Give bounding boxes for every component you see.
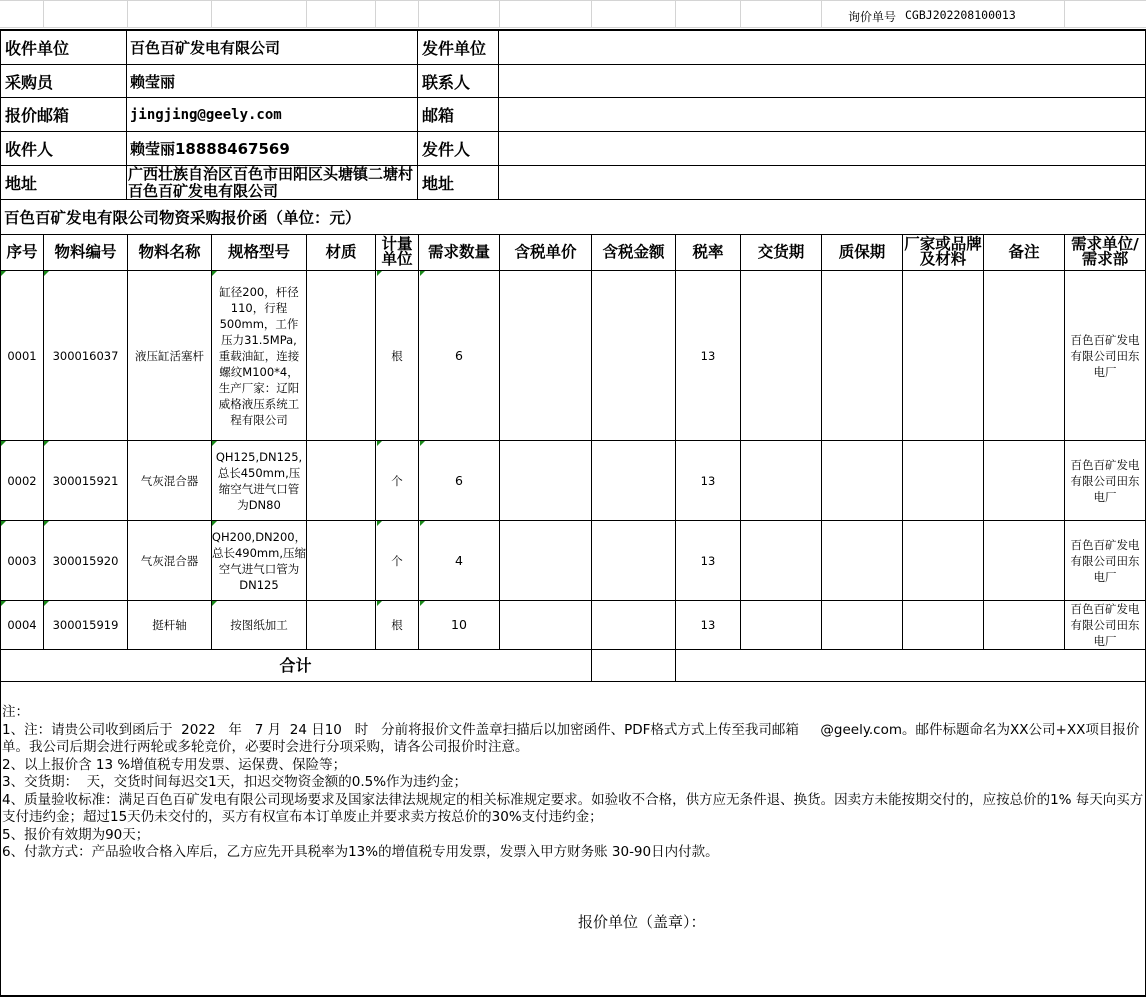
col-header: 物料编号 [54,242,117,261]
cell-marker [44,441,49,446]
cell-dept: 百色百矿发电有限公司田东电厂 [1070,602,1140,648]
border [0,199,1146,200]
contact-label: 联系人 [422,72,471,92]
address-value: 广西壮族自治区百色市田阳区头塘镇二塘村百色百矿发电有限公司 [128,166,414,199]
note-1: 1、注：请贵公司收到函后于 2022 年 7 月 24 日10 时 分前将报价文件盖章扫描后以加密函件、PDF格式方式上传至我司邮箱 @geely.com。邮件标题命名为XX公司+XX项目报价单。我公司后期会进行两轮或多轮竞价，必要时会进行分项采购，请各公司报价时注意。 [2,721,1140,755]
grid-line [0,27,1146,28]
cell-brand [903,601,983,649]
page-title: 百色百矿发电有限公司物资采购报价函（单位：元） [4,209,361,227]
cell-remark [984,441,1064,520]
cell-marker [377,441,382,446]
col-header: 税率 [692,242,724,261]
note-2: 2、以上报价含 13 %增值税专用发票、运保费、保险等； [2,756,347,773]
cell-price [500,271,591,440]
cell-marker [420,601,425,606]
cell-code: 300015921 [52,473,119,488]
quote-email-value: jingjing@geely.com [130,106,282,123]
border [591,649,592,682]
grid-line [591,0,592,28]
cell-tax: 13 [700,618,716,632]
cell-name: 液压缸活塞杆 [135,348,204,363]
col-header: 厂家或品牌及材料 [904,235,982,268]
cell-tax: 13 [700,553,716,568]
quote-email-label: 报价邮箱 [5,106,70,125]
cell-marker [377,521,382,526]
total-label: 合计 [279,656,312,675]
border [0,681,1146,682]
grid-line [306,0,307,28]
col-header: 计量单位 [381,235,413,268]
col-header: 需求单位/需求部 [1071,235,1139,268]
cell-brand [903,271,983,440]
cell-warranty [822,271,902,440]
cell-unit: 根 [391,348,403,363]
grid-line [499,0,500,28]
col-header: 序号 [6,242,38,261]
address2-label: 地址 [422,174,455,193]
cell-marker [420,441,425,446]
cell-spec: QH125,DN125,总长450mm,压缩空气进气口管为DN80 [215,449,303,512]
cell-amount [592,601,675,649]
contact-value [499,65,1139,97]
cell-name: 气灰混合器 [140,473,199,488]
grid-line [375,0,376,28]
cell-spec: QH200,DN200，总长490mm,压缩空气进气口管为DN125 [212,529,306,592]
cell-delivery [741,441,821,520]
sender-label: 发件人 [422,140,471,159]
cell-marker [44,601,49,606]
recv-unit-value: 百色百矿发电有限公司 [130,39,281,57]
border [675,649,676,682]
col-header: 备注 [1008,242,1040,261]
cell-marker [420,521,425,526]
cell-remark [984,271,1064,440]
cell-marker [377,271,382,276]
cell-qty: 4 [455,552,463,568]
note-5: 5、报价有效期为90天； [2,826,150,843]
cell-dept: 百色百矿发电有限公司田东电厂 [1070,332,1140,379]
cell-marker [212,441,217,446]
cell-marker [1,271,6,276]
cell-spec: 缸径200，杆径110，行程500mm，工作压力31.5MPa,重载油缸，连接螺纹M100*4，生产厂家：辽阳威格液压系统工程有限公司 [218,284,300,427]
cell-marker [1,521,6,526]
cell-unit: 个 [391,553,403,568]
grid-line [418,0,419,28]
grid-line [821,0,822,28]
recipient-value: 赖莹丽18888467569 [130,140,290,158]
grid-line [740,0,741,28]
cell-tax: 13 [700,473,716,488]
note-4: 4、质量验收标准：满足百色百矿发电有限公司现场要求及国家法律法规规定的相关标准规定要求。如验收不合格，供方应无条件退、换货。因卖方未能按期交付的，应按总价的1% 每天向买方支付违约金；超过15天仍未交付的，买方有权宣布本订单废止并要求卖方按总价的30%支付违约金； [2,791,1144,825]
col-header: 需求数量 [427,242,490,261]
cell-name: 挺杆轴 [152,618,187,632]
border [0,199,1,234]
grid-line [0,0,1146,1]
border [0,682,1,997]
cell-material [307,441,375,520]
cell-name: 气灰混合器 [140,553,199,568]
inquiry-label: 询价单号 [848,10,897,24]
col-header: 交货期 [757,242,805,261]
cell-dept: 百色百矿发电有限公司田东电厂 [1070,457,1140,504]
cell-delivery [741,521,821,600]
cell-qty: 6 [455,472,463,488]
sender-value [499,132,1139,165]
cell-marker [1,601,6,606]
inquiry-number: CGBJ202208100013 [905,8,1016,22]
cell-qty: 10 [451,617,467,632]
email-value [499,98,1139,131]
cell-marker [420,271,425,276]
cell-no: 0001 [7,348,37,363]
notes-title: 注： [2,704,29,720]
note-6: 6、付款方式：产品验收合格入库后，乙方应先开具税率为13%的增值税专用发票，发票入甲方财务账 30-90日内付款。 [2,844,719,860]
cell-no: 0003 [7,553,37,568]
address2-value [499,166,1139,199]
cell-delivery [741,271,821,440]
seal-label: 报价单位（盖章）： [578,913,706,931]
cell-warranty [822,601,902,649]
col-header: 含税金额 [602,242,665,261]
cell-amount [592,521,675,600]
cell-warranty [822,441,902,520]
col-header: 质保期 [838,242,886,261]
cell-marker [377,601,382,606]
cell-delivery [741,601,821,649]
recv-unit-label: 收件单位 [5,39,70,58]
cell-marker [44,271,49,276]
cell-marker [212,601,217,606]
cell-code: 300016037 [52,348,119,363]
note-3: 3、交货期： 天，交货时间每迟交1天，扣迟交物资金额的0.5%作为违约金； [2,774,468,790]
address-label: 地址 [5,174,38,193]
col-header: 物料名称 [138,242,201,261]
cell-dept: 百色百矿发电有限公司田东电厂 [1070,537,1140,584]
cell-material [307,601,375,649]
email-label: 邮箱 [422,106,455,125]
cell-material [307,271,375,440]
cell-unit: 根 [391,618,403,632]
cell-warranty [822,521,902,600]
col-header: 含税单价 [514,242,577,261]
cell-amount [592,271,675,440]
cell-qty: 6 [455,347,463,363]
cell-remark [984,601,1064,649]
cell-code: 300015919 [52,618,119,632]
cell-marker [1,441,6,446]
grid-line [211,0,212,28]
cell-remark [984,521,1064,600]
cell-price [500,521,591,600]
send-unit-value [499,31,1139,64]
cell-price [500,441,591,520]
grid-line [43,0,44,28]
cell-marker [212,271,217,276]
cell-amount [592,441,675,520]
cell-price [500,601,591,649]
cell-spec: 按图纸加工 [230,618,288,632]
cell-material [307,521,375,600]
cell-marker [212,521,217,526]
cell-marker [44,521,49,526]
cell-unit: 个 [391,473,403,488]
buyer-label: 采购员 [5,72,54,92]
cell-code: 300015920 [52,553,119,568]
cell-no: 0004 [7,618,37,632]
send-unit-label: 发件单位 [422,39,487,58]
cell-no: 0002 [7,473,37,488]
grid-line [675,0,676,28]
cell-brand [903,441,983,520]
cell-tax: 13 [700,348,716,363]
buyer-value: 赖莹丽 [130,72,176,91]
cell-brand [903,521,983,600]
col-header: 材质 [325,242,357,261]
grid-line [127,0,128,28]
col-header: 规格型号 [227,242,290,261]
notes-block [0,704,1144,884]
recipient-label: 收件人 [5,140,54,159]
